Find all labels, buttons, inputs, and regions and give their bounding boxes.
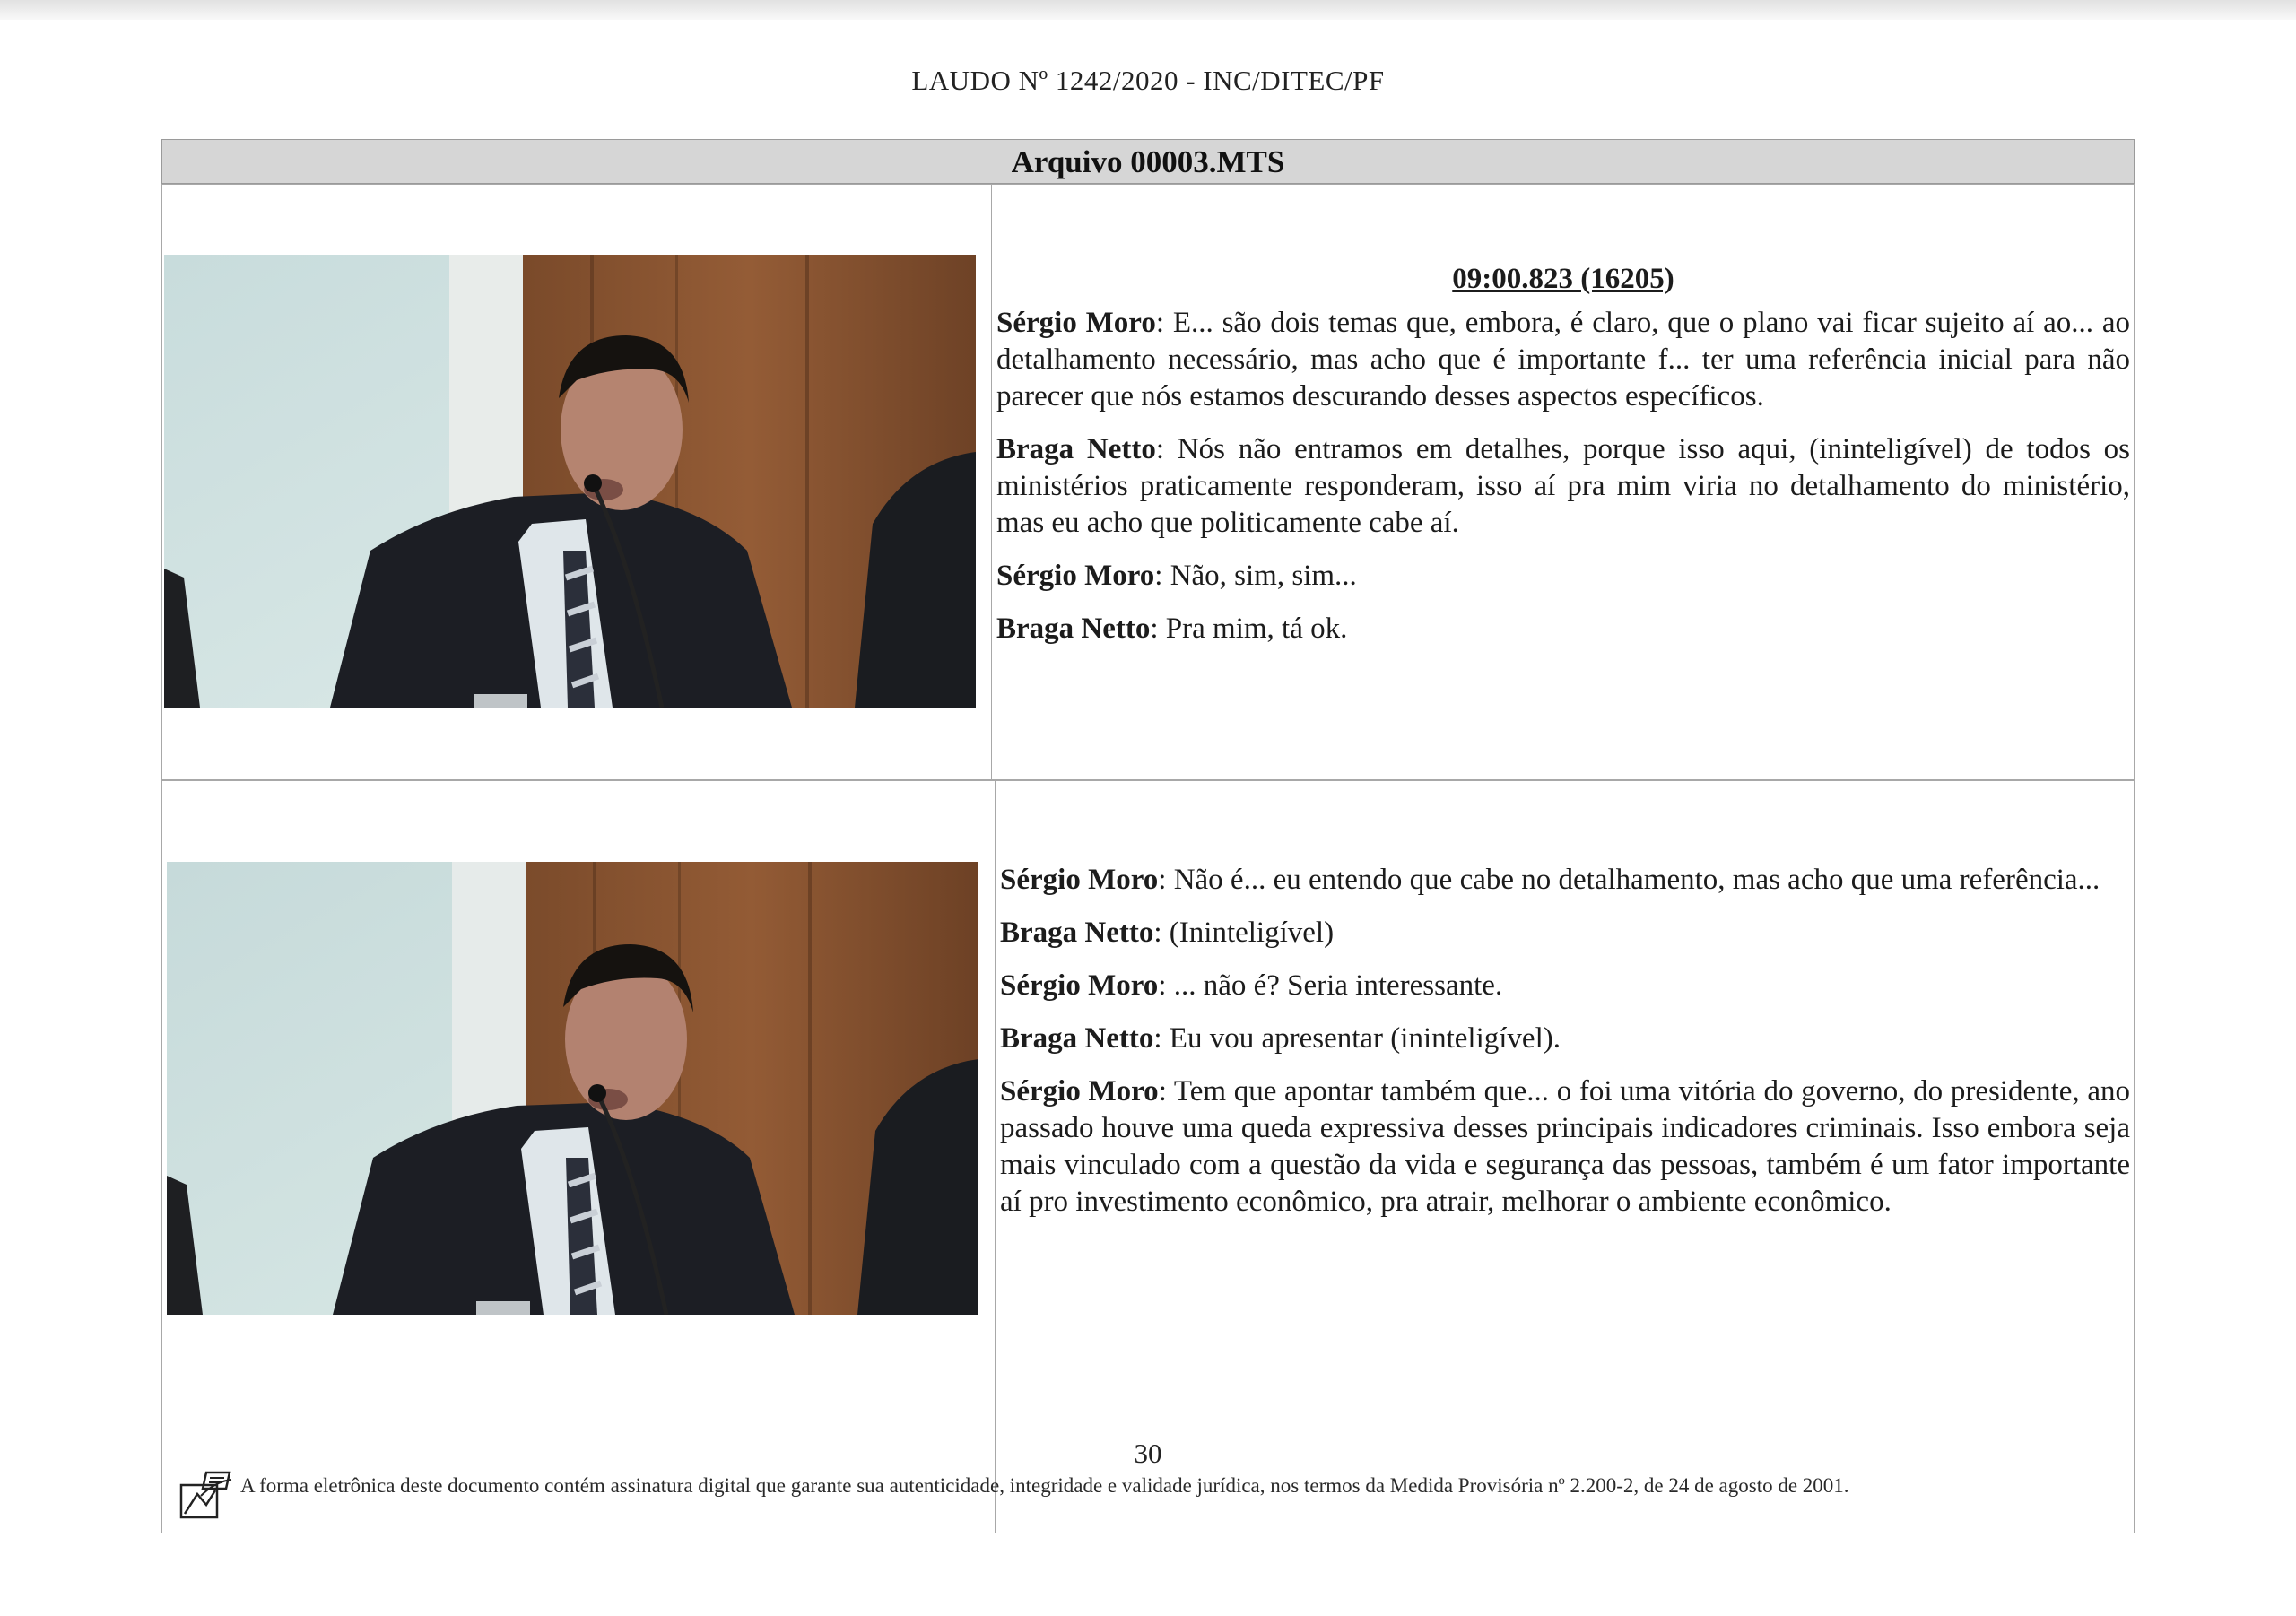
dialogue-text: Não é... eu entendo que cabe no detalhamento, mas acho que uma referência... bbox=[1173, 864, 2100, 896]
digital-signature-footer bbox=[179, 1462, 2117, 1533]
transcript-row-1 bbox=[161, 184, 2135, 780]
column-divider bbox=[991, 185, 992, 779]
dialogue-line: Sérgio Moro: Não, sim, sim... bbox=[996, 560, 1357, 592]
video-timestamp: 09:00.823 (16205) bbox=[1452, 263, 1674, 295]
dialogue-text: ... não é? Seria interessante. bbox=[1173, 969, 1503, 1002]
video-frame-1 bbox=[164, 255, 976, 708]
speaker-name: Braga Netto bbox=[1000, 917, 1154, 949]
video-still-image bbox=[167, 862, 978, 1315]
speaker-name: Braga Netto bbox=[996, 433, 1156, 465]
speaker-name: Braga Netto bbox=[1000, 1022, 1154, 1055]
dialogue-line: Braga Netto: Pra mim, tá ok. bbox=[996, 613, 1348, 645]
speaker-name: Braga Netto bbox=[996, 613, 1151, 645]
transcript-table bbox=[161, 139, 2136, 1394]
speaker-name: Sérgio Moro bbox=[996, 560, 1155, 592]
digital-signature-seal-icon bbox=[179, 1469, 235, 1521]
transcript-text-1 bbox=[996, 261, 2130, 664]
dialogue-text: Não, sim, sim... bbox=[1170, 560, 1357, 592]
dialogue-line: Braga Netto: (Ininteligível) bbox=[1000, 917, 1335, 949]
video-still-image bbox=[164, 255, 976, 708]
dialogue-line: Sérgio Moro: E... são dois temas que, embora, é claro, que o plano vai ficar sujeito aí ao... ao detalhamento necessário, mas acho que é importante f... ter uma referência inicial para não parecer que nós estamos descurando desses aspectos específicos. bbox=[996, 307, 2130, 413]
dialogue-text: Nós não entramos em detalhes, porque isso aqui, (ininteligível) de todos os ministérios praticamente responderam, isso aí pra mim viria no detalhamento do ministério, mas eu acho que politicamente cabe aí. bbox=[996, 433, 2130, 539]
dialogue-line: Sérgio Moro: Não é... eu entendo que cabe no detalhamento, mas acho que uma referência... bbox=[1000, 864, 2100, 896]
page-number: 30 bbox=[1134, 1438, 1162, 1469]
dialogue-text: Eu vou apresentar (ininteligível). bbox=[1169, 1022, 1561, 1055]
dialogue-line: Sérgio Moro: ... não é? Seria interessante. bbox=[1000, 969, 1503, 1002]
dialogue-text: Pra mim, tá ok. bbox=[1165, 613, 1348, 645]
video-frame-2 bbox=[167, 862, 978, 1315]
transcript-text-2 bbox=[1000, 862, 2130, 1237]
scan-top-edge bbox=[0, 0, 2296, 20]
footer-legal-text: A forma eletrônica deste documento contém assinatura digital que garante sua autenticidade, integridade e validade jurídica, nos termos da Medida Provisória nº 2.200-2, de 24 de agosto de 2001. bbox=[240, 1474, 1849, 1497]
speaker-name: Sérgio Moro bbox=[1000, 969, 1159, 1002]
dialogue-text: Tem que apontar também que... o foi uma vitória do governo, do presidente, ano passado houve uma queda expressiva desses principais indicadores criminais. Isso embora seja mais vinculado com a questão da vida e segurança das pessoas, também é um fator importante aí pro investimento econômico, pra atrair, melhorar o ambiente econômico. bbox=[1000, 1075, 2130, 1218]
report-header: LAUDO Nº 1242/2020 - INC/DITEC/PF bbox=[911, 65, 1385, 96]
dialogue-text: (Ininteligível) bbox=[1169, 917, 1335, 949]
dialogue-line: Braga Netto: Eu vou apresentar (ininteligível). bbox=[1000, 1022, 1561, 1055]
dialogue-text: E... são dois temas que, embora, é claro, que o plano vai ficar sujeito aí ao... ao detalhamento necessário, mas acho que é importante f... ter uma referência inicial para não parecer que nós estamos descurando desses aspectos específicos. bbox=[996, 307, 2130, 413]
speaker-name: Sérgio Moro bbox=[996, 307, 1156, 339]
column-divider bbox=[995, 781, 996, 1533]
dialogue-line: Sérgio Moro: Tem que apontar também que... o foi uma vitória do governo, do presidente, ano passado houve uma queda expressiva desses principais indicadores criminais. Isso embora seja mais vinculado com a questão da vida e segurança das pessoas, também é um fator importante aí pro investimento econômico, pra atrair, melhorar o ambiente econômico. bbox=[1000, 1075, 2130, 1218]
transcript-row-2 bbox=[161, 780, 2135, 1533]
dialogue-line: Braga Netto: Nós não entramos em detalhes, porque isso aqui, (ininteligível) de todos os ministérios praticamente responderam, isso aí pra mim viria no detalhamento do ministério, mas eu acho que politicamente cabe aí. bbox=[996, 433, 2130, 539]
speaker-name: Sérgio Moro bbox=[1000, 864, 1159, 896]
speaker-name: Sérgio Moro bbox=[1000, 1075, 1159, 1108]
file-name-title: Arquivo 00003.MTS bbox=[161, 139, 2135, 184]
